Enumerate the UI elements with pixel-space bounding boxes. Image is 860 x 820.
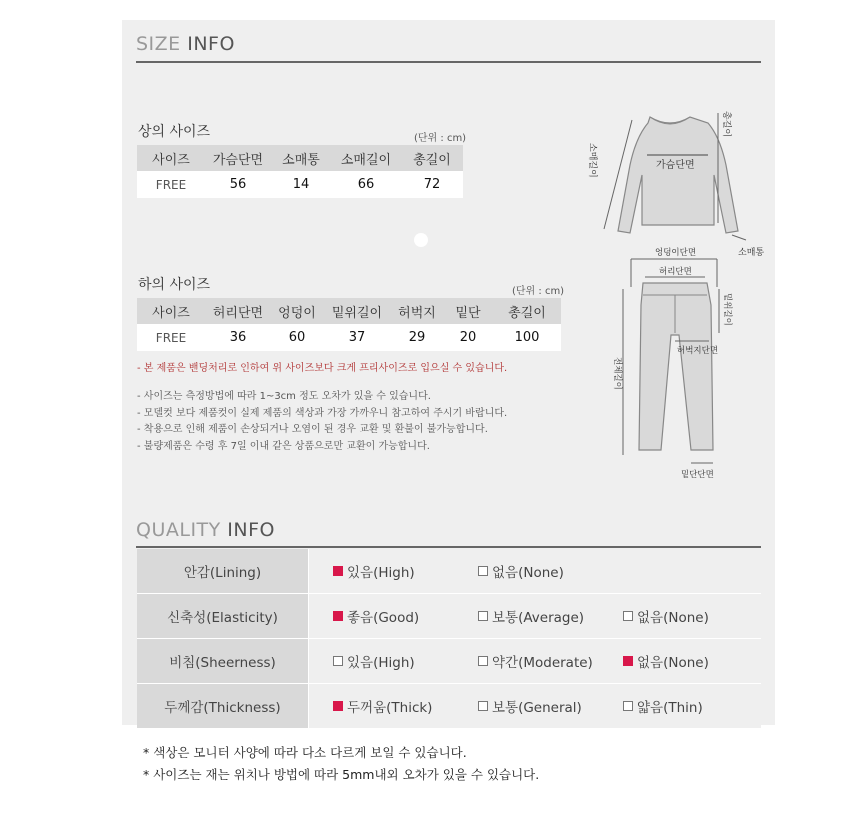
quality-options xyxy=(309,549,762,594)
thigh-label: 허벅지단면 xyxy=(677,346,719,356)
rise-label: 밑위길이 xyxy=(722,293,732,326)
size-note: - 착용으로 인해 제품이 손상되거나 오염이 된 경우 교환 및 환불이 불가능합니다. xyxy=(137,424,488,435)
bottom-size-table xyxy=(137,298,561,351)
checked-checkbox-icon[interactable] xyxy=(333,701,343,711)
total-length-pants-label: 전체길이 xyxy=(612,357,622,390)
quality-info-title xyxy=(136,519,275,541)
size-info-title-a: SIZE xyxy=(136,33,181,55)
size-info-title xyxy=(136,33,235,55)
top-cell: 72 xyxy=(401,171,463,198)
waist-label: 허리단면 xyxy=(659,267,692,277)
checkbox-icon[interactable] xyxy=(478,566,488,576)
top-diagram xyxy=(580,105,770,260)
top-cell: 66 xyxy=(331,171,401,198)
quality-option[interactable] xyxy=(478,561,564,581)
top-size-table xyxy=(137,145,463,198)
quality-table xyxy=(137,549,761,729)
option-label: 없음(None) xyxy=(492,565,564,581)
option-label: 있음(High) xyxy=(347,565,415,581)
quality-label: 비침(Sheerness) xyxy=(137,639,309,684)
size-info-rule xyxy=(136,61,761,63)
quality-option[interactable] xyxy=(478,651,623,671)
quality-row-elasticity xyxy=(137,594,761,639)
checked-checkbox-icon[interactable] xyxy=(623,656,633,666)
quality-options xyxy=(309,639,762,684)
bottom-cell: 100 xyxy=(493,324,561,351)
top-cell: 14 xyxy=(271,171,331,198)
top-cell: FREE xyxy=(137,171,205,198)
checkbox-icon[interactable] xyxy=(478,656,488,666)
size-notes xyxy=(137,389,507,455)
quality-row-thickness xyxy=(137,684,761,729)
bottom-cell: 36 xyxy=(205,324,271,351)
top-header-cell: 소매길이 xyxy=(331,145,401,171)
checkbox-icon[interactable] xyxy=(478,701,488,711)
size-info-title-b: INFO xyxy=(180,33,235,55)
bottom-cell: 37 xyxy=(323,324,391,351)
quality-option[interactable] xyxy=(623,651,709,671)
band-warning: - 본 제품은 밴딩처리로 인하여 위 사이즈보다 크게 프리사이즈로 입으실 수 있습니다. xyxy=(137,363,508,374)
size-note: - 불량제품은 수령 후 7일 이내 같은 상품으로만 교환이 가능합니다. xyxy=(137,440,430,452)
bottom-cell: 20 xyxy=(443,324,493,351)
top-header-cell: 총길이 xyxy=(401,145,463,171)
checkbox-icon[interactable] xyxy=(623,701,633,711)
chest-label: 가슴단면 xyxy=(656,160,695,171)
option-label: 좋음(Good) xyxy=(347,610,420,626)
option-label: 얇음(Thin) xyxy=(637,700,703,716)
bottom-header-cell: 사이즈 xyxy=(137,298,205,324)
bottom-header-cell: 총길이 xyxy=(493,298,561,324)
option-label: 보통(Average) xyxy=(492,610,585,626)
checked-checkbox-icon[interactable] xyxy=(333,566,343,576)
sleeve-width-line xyxy=(732,235,746,240)
top-size-unit: (단위 : cm) xyxy=(414,133,467,144)
quality-option[interactable] xyxy=(478,696,623,716)
checkbox-icon[interactable] xyxy=(478,611,488,621)
checkbox-icon[interactable] xyxy=(623,611,633,621)
bottom-size-row xyxy=(137,324,561,351)
option-label: 없음(None) xyxy=(637,610,709,626)
hem-label: 밑단단면 xyxy=(681,470,714,480)
quality-info-rule xyxy=(136,546,761,548)
bottom-size-unit: (단위 : cm) xyxy=(512,286,565,297)
bottom-cell: FREE xyxy=(137,324,205,351)
decorative-dot xyxy=(414,233,428,247)
bottom-header-cell: 밑단 xyxy=(443,298,493,324)
sleeve-length-label: 소매길이 xyxy=(587,143,597,178)
quality-label: 두께감(Thickness) xyxy=(137,684,309,729)
top-header-cell: 가슴단면 xyxy=(205,145,271,171)
quality-label: 안감(Lining) xyxy=(137,549,309,594)
option-label: 없음(None) xyxy=(637,655,709,671)
size-note: - 사이즈는 측정방법에 따라 1~3cm 정도 오차가 있을 수 있습니다. xyxy=(137,391,431,402)
top-cell: 56 xyxy=(205,171,271,198)
bottom-header-cell: 허리단면 xyxy=(205,298,271,324)
top-size-header-row xyxy=(137,145,463,171)
bottom-header-cell: 엉덩이 xyxy=(271,298,323,324)
quality-option[interactable] xyxy=(333,606,478,626)
option-label: 보통(General) xyxy=(492,700,582,716)
quality-option[interactable] xyxy=(333,696,478,716)
quality-row-sheerness xyxy=(137,639,761,684)
bottom-size-header-row xyxy=(137,298,561,324)
total-length-label: 총길이 xyxy=(721,111,731,138)
top-size-row xyxy=(137,171,463,198)
hip-label: 엉덩이단면 xyxy=(655,248,697,258)
sleeve-width-label: 소매통 xyxy=(738,248,765,258)
pants-shape xyxy=(639,283,713,450)
top-size-heading: 상의 사이즈 xyxy=(138,124,211,140)
quality-option[interactable] xyxy=(333,561,478,581)
bottom-cell: 60 xyxy=(271,324,323,351)
size-note: - 모델컷 보다 제품컷이 실제 제품의 색상과 가장 가까우니 참고하여 주시기 바랍니다. xyxy=(137,407,508,419)
bottom-cell: 29 xyxy=(391,324,443,351)
option-label: 두꺼움(Thick) xyxy=(347,700,433,716)
bottom-header-cell: 허벅지 xyxy=(391,298,443,324)
footer-notes xyxy=(143,742,539,786)
checkbox-icon[interactable] xyxy=(333,656,343,666)
bottom-header-cell: 밑위길이 xyxy=(323,298,391,324)
quality-info-title-a: QUALITY xyxy=(136,519,221,541)
quality-options xyxy=(309,684,762,729)
quality-option[interactable] xyxy=(623,606,709,626)
checked-checkbox-icon[interactable] xyxy=(333,611,343,621)
top-header-cell: 사이즈 xyxy=(137,145,205,171)
quality-row-lining xyxy=(137,549,761,594)
option-label: 약간(Moderate) xyxy=(492,655,593,671)
quality-option[interactable] xyxy=(623,696,703,716)
shirt-shape xyxy=(618,117,738,233)
quality-label: 신축성(Elasticity) xyxy=(137,594,309,639)
quality-options xyxy=(309,594,762,639)
quality-info-title-b: INFO xyxy=(220,519,276,541)
pants-diagram xyxy=(605,245,750,485)
footer-note: * 색상은 모니터 사양에 따라 다소 다르게 보일 수 있습니다. xyxy=(143,745,467,760)
quality-option[interactable] xyxy=(478,606,623,626)
top-header-cell: 소매통 xyxy=(271,145,331,171)
quality-option[interactable] xyxy=(333,651,478,671)
footer-note: * 사이즈는 재는 위치나 방법에 따라 5mm내외 오차가 있을 수 있습니다. xyxy=(143,767,540,782)
bottom-size-heading: 하의 사이즈 xyxy=(138,277,211,293)
option-label: 있음(High) xyxy=(347,655,415,671)
